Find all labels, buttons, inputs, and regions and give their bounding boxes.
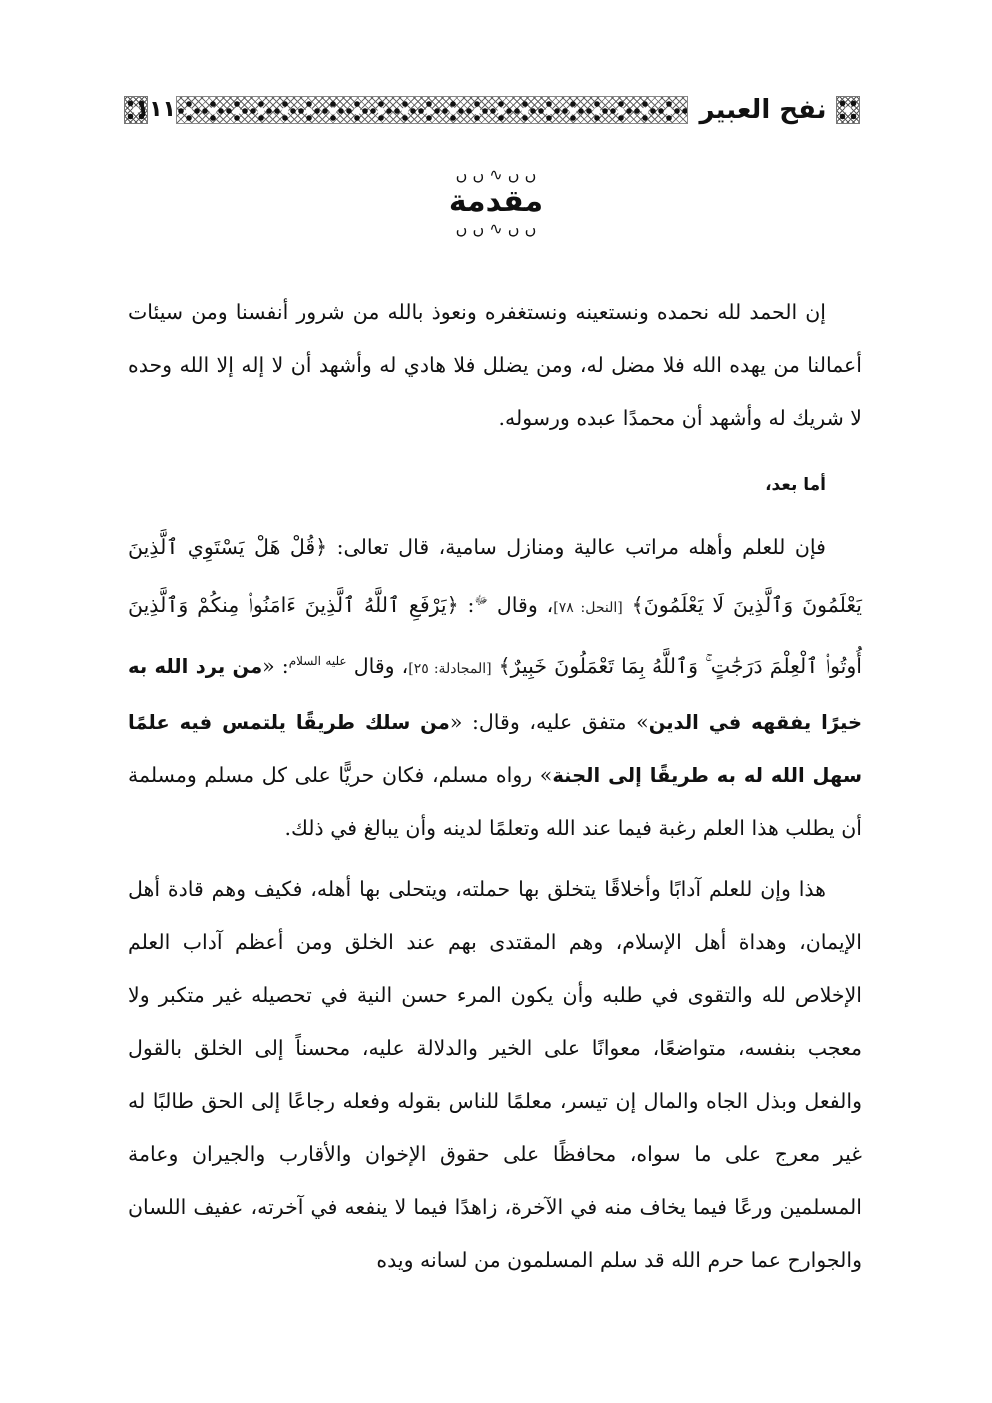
body-text — [128, 286, 862, 1287]
hadith-1: من يرد الله به خيرًا يفقهه في الدين — [128, 654, 863, 734]
paragraph-etiquette: هذا وإن للعلم آدابًا وأخلاقًا يتخلق بها حملته، ويتحلى بها أهله، فكيف وهم قادة أهل الإيمان، وهداة أهل الإسلام، وهم المقتدى بهم عند الخلق ومن أعظم آداب العلم الإخلاص لله والتقوى في طلبه وأن يكون المرء حسن النية في تحصيله غير متكبر ولا معجب بنفسه، متواضعًا، معوانًا على الخير والدلالة عليه، محسناً إلى الخلق بالقول والفعل وبذل الجاه والمال إن تيسر، معلمًا للناس بقوله وفعله رجاعًا إلى الحق طالبًا له غير معرج على ما سواه، محافظًا على حقوق الإخوان والأقارب والجيران وعامة المسلمين ورعًا فيما يخاف منه في الآخرة، زاهدًا فيما لا ينفعه في آخرته، عفيف اللسان والجوارح عما حرم الله قد سلم المسلمون من لسانه ويده — [128, 876, 862, 1272]
paragraph-knowledge-virtue — [128, 521, 862, 855]
ornament-square-right — [836, 96, 860, 124]
running-header — [124, 92, 864, 128]
honorific-glyph-icon: ﷻ — [474, 593, 488, 607]
quran-verse-1: ﴿قُلْ هَلْ يَسْتَوِي ٱلَّذِينَ يَعْلَمُونَ وَٱلَّذِينَ لَا يَعْلَمُونَ﴾ — [128, 535, 862, 617]
chapter-title: مقدمة — [448, 184, 544, 219]
flourish-bottom-icon: ﮞ ﮞ ∿ ﮞ ﮞ — [455, 219, 537, 238]
connector-text: » متفق عليه، وقال: « — [449, 709, 649, 734]
connector-text: ، وقال — [488, 592, 554, 617]
chapter-heading — [436, 166, 556, 246]
ornament-band — [176, 96, 688, 124]
verse-reference-1: [النحل: ٧٨] — [553, 599, 623, 616]
connector-text: : — [458, 592, 475, 617]
connector-text: : « — [262, 653, 289, 678]
intro-text: فإن للعلم وأهله مراتب عالية ومنازل سامية، قال تعالى: — [327, 535, 826, 559]
outro-text: » رواه مسلم، فكان حريًّا على كل مسلم ومسلمة أن يطلب هذا العلم رغبة فيما عند الله وتعلمًا لدينه وأن يبالغ في ذلك. — [128, 762, 862, 840]
page-number: ١١١ — [135, 97, 176, 122]
hadith-2: من سلك طريقًا يلتمس فيه علمًا سهل الله له به طريقًا إلى الجنة — [128, 710, 863, 787]
quran-verse-2: ﴿يَرْفَعِ ٱللَّهُ ٱلَّذِينَ ءَامَنُوا۟ مِنكُمْ وَٱلَّذِينَ أُوتُوا۟ ٱلْعِلْمَ دَرَجَٰتٍ ۚ وَٱللَّهُ بِمَا تَعْمَلُونَ خَبِيرٌ﴾ — [128, 592, 862, 678]
flourish-top-icon: ﮞ ﮞ ∿ ﮞ ﮞ — [455, 165, 537, 184]
section-heading: أما بعد، — [765, 475, 826, 495]
connector-text: ، وقال — [346, 653, 409, 678]
salutation-glyph-icon: عليه السلام — [288, 653, 347, 668]
paragraph-opening: إن الحمد لله نحمده ونستعينه ونستغفره ونعوذ بالله من شرور أنفسنا ومن سيئات أعمالنا من يهده الله فلا مضل له، ومن يضلل فلا هادي له وأشهد أن لا إله إلا الله وحده لا شريك له وأشهد أن محمدًا عبده ورسوله. — [128, 300, 862, 430]
running-title: نفح العبير — [699, 95, 827, 125]
verse-reference-2: [المجادلة: ٢٥] — [408, 660, 492, 677]
